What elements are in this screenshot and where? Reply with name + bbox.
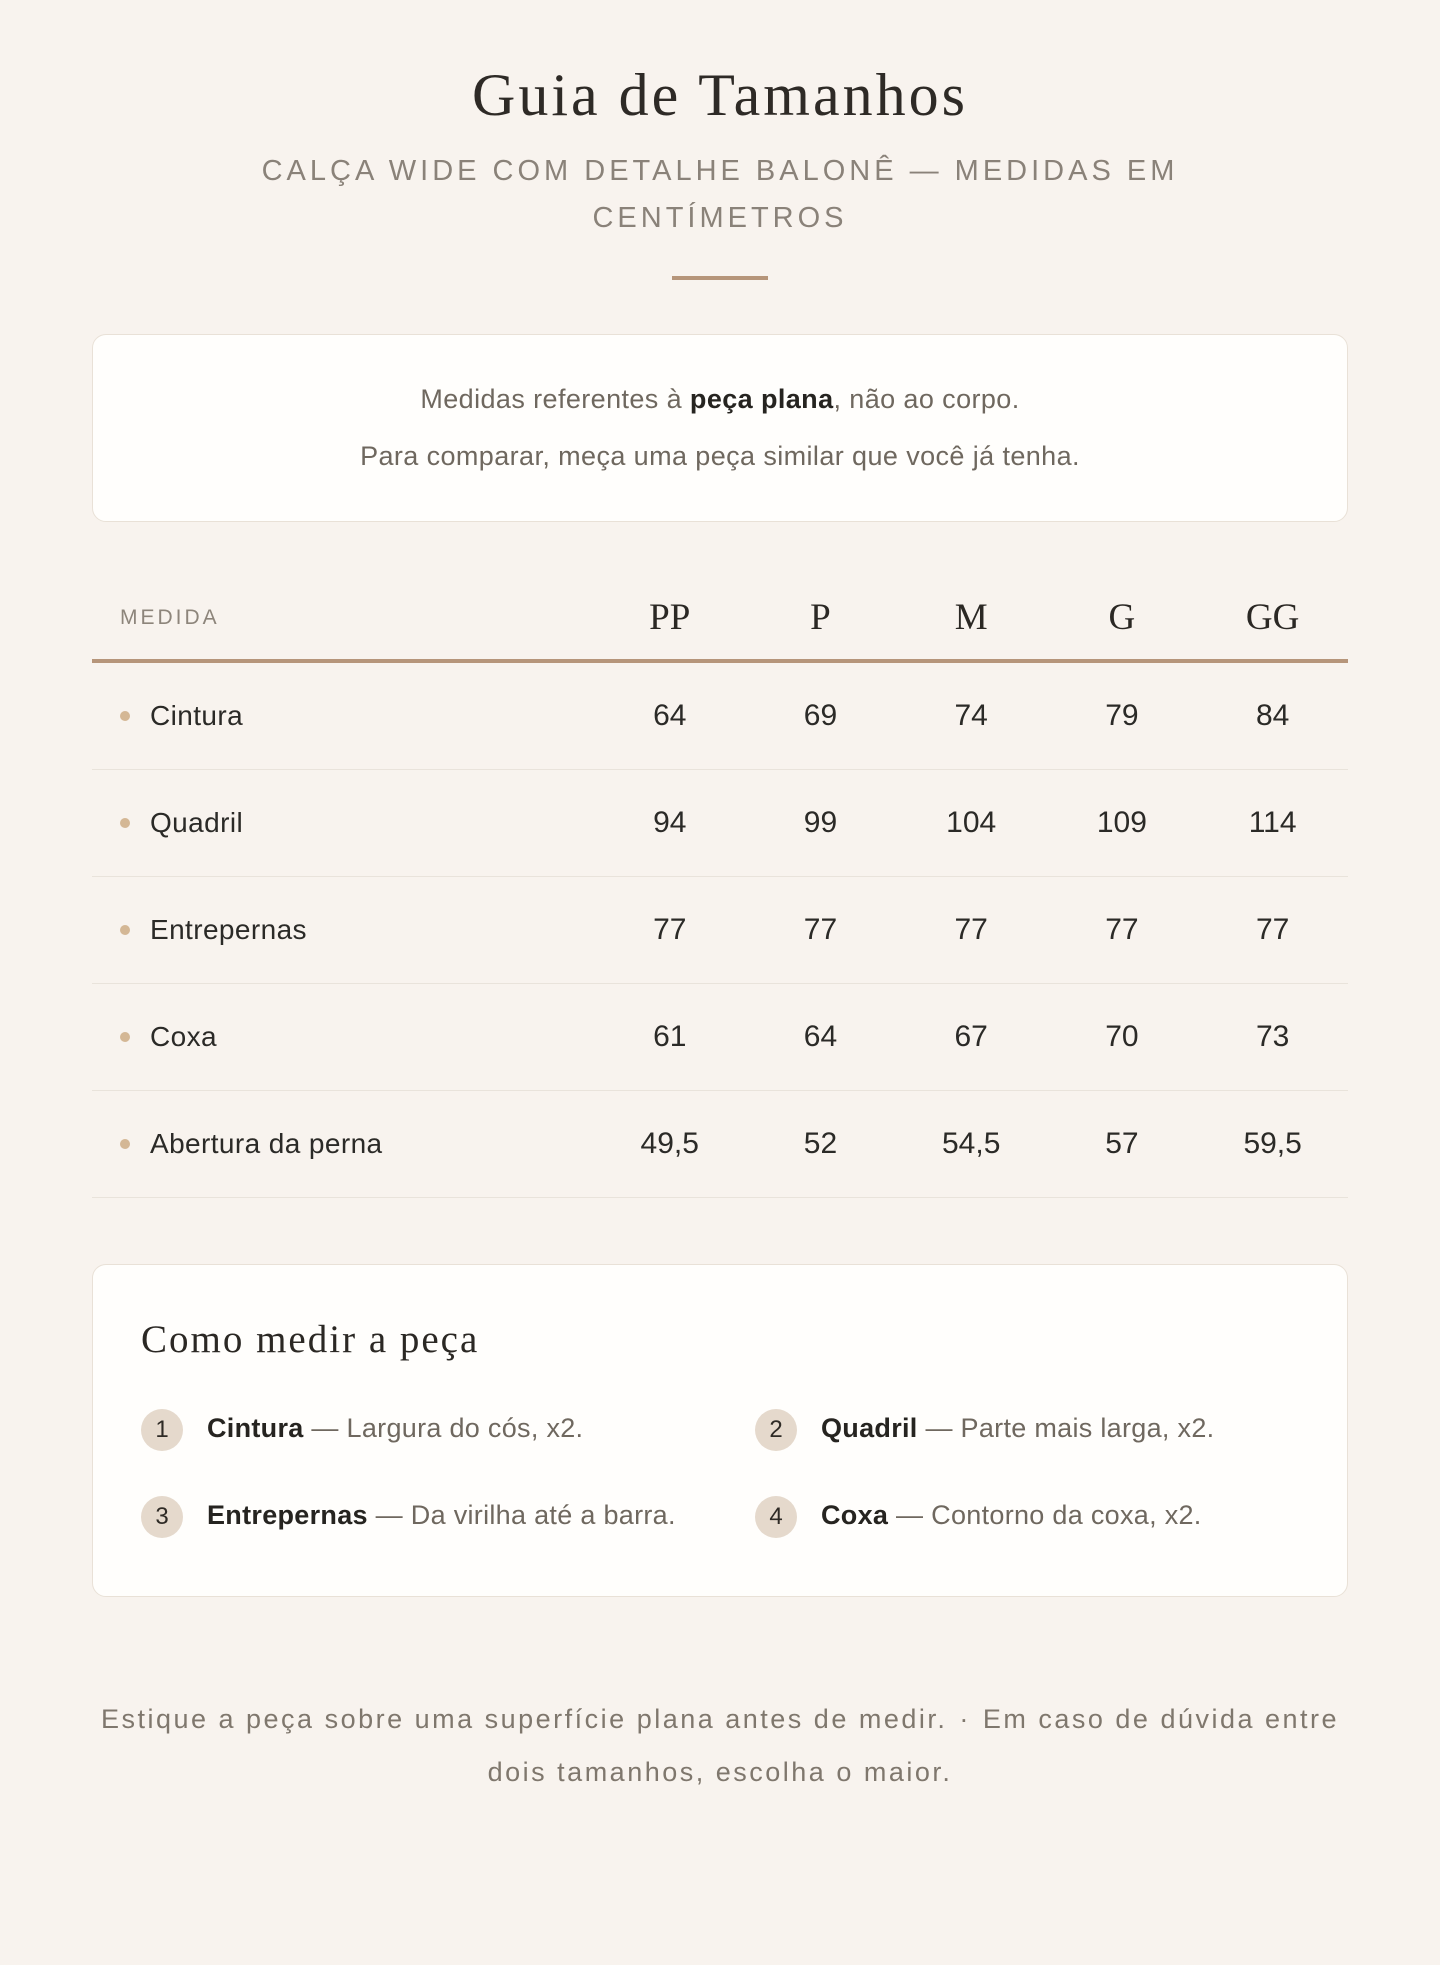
row-label-text: Quadril: [150, 807, 244, 838]
cell-value: 61: [653, 1020, 687, 1053]
how-to-measure-card: [92, 1264, 1348, 1597]
table-row-entrepernas: [92, 877, 1348, 984]
footer-part1: Estique a peça sobre uma superfície plana antes de medir.: [100, 1704, 948, 1734]
step-description: — Parte mais larga, x2.: [925, 1413, 1215, 1443]
note-line1-bold: peça plana: [689, 384, 834, 414]
bullet-icon: [120, 1139, 130, 1149]
step-text: [207, 1406, 583, 1451]
step-number-badge: 3: [141, 1496, 183, 1538]
step-description: — Da virilha até a barra.: [375, 1500, 676, 1530]
bullet-icon: [120, 1032, 130, 1042]
note-line-1: [133, 371, 1307, 428]
cell-value: 70: [1105, 1020, 1139, 1053]
step-term: Entrepernas: [207, 1500, 368, 1530]
cell-value: 94: [653, 806, 687, 839]
row-label-text: Cintura: [150, 700, 244, 731]
size-guide-page: [92, 0, 1348, 1799]
row-label-text: Coxa: [150, 1021, 217, 1052]
note-line1-prefix: Medidas referentes à: [420, 384, 690, 414]
step-text: [207, 1493, 676, 1538]
cell-value: 69: [803, 699, 838, 732]
step-text: [821, 1493, 1202, 1538]
column-header-size-gg: GG: [1245, 597, 1300, 638]
row-label: [92, 914, 594, 946]
row-label: [92, 700, 594, 732]
size-table: [92, 596, 1348, 1198]
cell-value: 59,5: [1243, 1127, 1302, 1160]
cell-value: 79: [1105, 699, 1139, 732]
header-divider: [672, 276, 768, 280]
step-number-badge: 1: [141, 1409, 183, 1451]
cell-value: 73: [1255, 1020, 1290, 1053]
cell-value: 77: [803, 913, 838, 946]
table-row-quadril: [92, 770, 1348, 877]
footer-part2: Em caso de dúvida entre dois tamanhos, escolha o maior.: [487, 1704, 1340, 1787]
column-header-size-p: P: [810, 597, 831, 638]
page-subtitle: CALÇA WIDE COM DETALHE BALONÊ — MEDIDAS EM CENTÍMETROS: [261, 155, 1179, 234]
cell-value: 64: [803, 1020, 838, 1053]
step-term: Cintura: [207, 1413, 304, 1443]
measure-note-card: [92, 334, 1348, 522]
column-header-medida: MEDIDA: [120, 605, 220, 629]
step-term: Coxa: [821, 1500, 889, 1530]
cell-value: 104: [946, 806, 997, 839]
step-entrepernas: [141, 1493, 685, 1538]
table-row-abertura-da-perna: [92, 1091, 1348, 1198]
cell-value: 74: [954, 699, 988, 732]
row-label: [92, 1021, 594, 1053]
cell-value: 77: [954, 913, 988, 946]
step-description: — Contorno da coxa, x2.: [896, 1500, 1202, 1530]
cell-value: 54,5: [941, 1127, 1001, 1160]
bullet-icon: [120, 818, 130, 828]
cell-value: 67: [954, 1020, 988, 1053]
row-label: [92, 1128, 594, 1160]
cell-value: 52: [803, 1127, 838, 1160]
step-coxa: [755, 1493, 1299, 1538]
row-label-text: Entrepernas: [150, 914, 307, 945]
cell-value: 77: [653, 913, 687, 946]
column-header-size-pp: PP: [649, 597, 691, 638]
row-label: [92, 807, 594, 839]
cell-value: 77: [1255, 913, 1290, 946]
step-number-badge: 2: [755, 1409, 797, 1451]
how-to-measure-steps: [141, 1406, 1299, 1538]
how-to-measure-title: Como medir a peça: [141, 1318, 480, 1361]
footer-note: [92, 1693, 1348, 1799]
step-description: — Largura do cós, x2.: [311, 1413, 584, 1443]
note-line1-suffix: , não ao corpo.: [833, 384, 1020, 414]
cell-value: 64: [653, 699, 687, 732]
page-title: Guia de Tamanhos: [472, 62, 968, 128]
step-text: [821, 1406, 1214, 1451]
column-header-size-g: G: [1108, 597, 1136, 638]
step-quadril: [755, 1406, 1299, 1451]
bullet-icon: [120, 711, 130, 721]
table-row-cintura: [92, 663, 1348, 770]
cell-value: 114: [1248, 806, 1297, 839]
cell-value: 109: [1096, 806, 1147, 839]
footer-separator: ·: [959, 1704, 971, 1734]
cell-value: 57: [1105, 1127, 1139, 1160]
size-table-header: [92, 596, 1348, 659]
row-label-text: Abertura da perna: [150, 1128, 383, 1159]
step-term: Quadril: [821, 1413, 918, 1443]
cell-value: 99: [803, 806, 838, 839]
bullet-icon: [120, 925, 130, 935]
step-cintura: [141, 1406, 685, 1451]
table-row-coxa: [92, 984, 1348, 1091]
step-number-badge: 4: [755, 1496, 797, 1538]
cell-value: 84: [1255, 699, 1290, 732]
cell-value: 77: [1105, 913, 1139, 946]
column-header-size-m: M: [954, 597, 988, 638]
note-line-2: Para comparar, meça uma peça similar que você já tenha.: [360, 441, 1080, 471]
cell-value: 49,5: [640, 1127, 699, 1160]
